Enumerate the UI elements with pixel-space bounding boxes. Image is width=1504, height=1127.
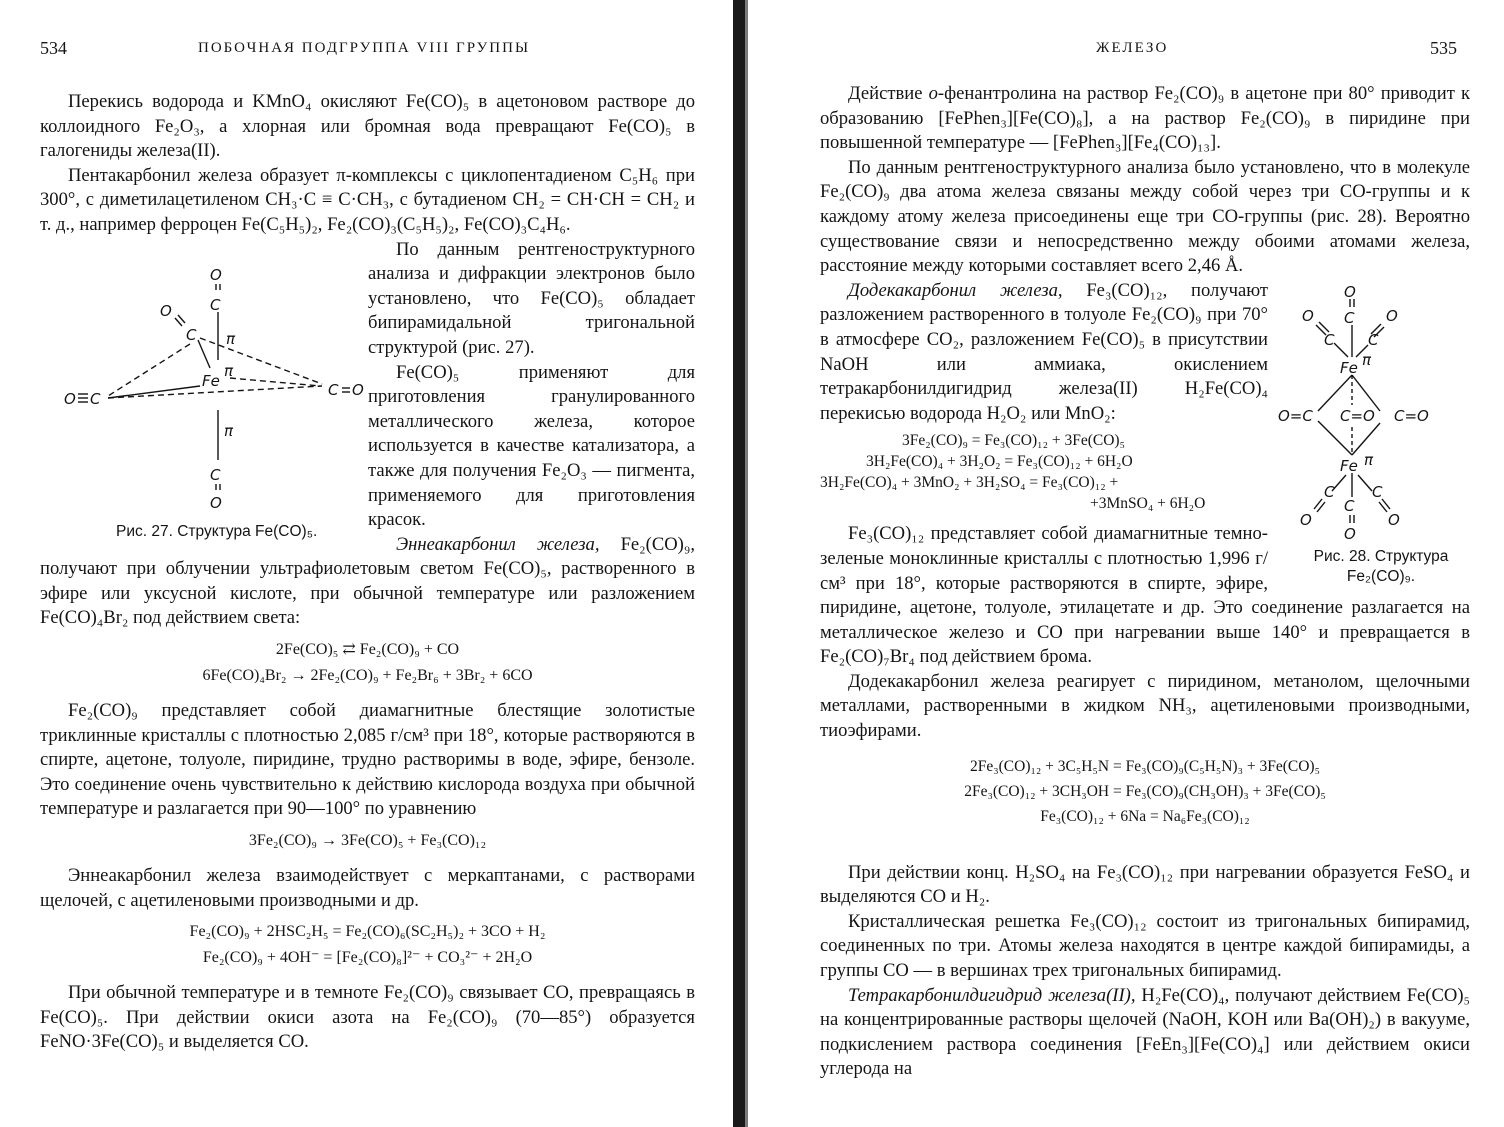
right-body xyxy=(820,82,1470,1082)
paragraph-text: H₂Fe(CO)₄, получают действием Fe(CO)₅ на концентрированные растворы щелочей (NaOH, KOH или Ba(OH)₂) в вакууме, подкислением раствора соединения [FeEn₃][Fe(CO)₄] или действием окиси углерода на xyxy=(820,984,1470,1080)
book-gutter-edge xyxy=(745,0,748,1127)
paragraph: Пентакарбонил железа образует π-комплексы с циклопентадиеном C₅H₆ при 300°, с диметилацетиленом CH₃·C ≡ C·CH₃, с бутадиеном CH₂ = CH·CH = CH₂ и т. д., например ферроцен Fe(C₅H₅)₂, Fe₂(CO)₃(C₅H₅)₂, Fe(CO)₃C₄H₆. xyxy=(40,164,695,235)
label-c-bottom: C xyxy=(210,465,221,484)
page-number: 534 xyxy=(40,38,67,58)
label-pi-bottom: π xyxy=(224,421,234,440)
label-c-top: C xyxy=(210,295,221,314)
paragraph: Fe₂(CO)₉ представляет собой диамагнитные блестящие золотистые триклинные кристаллы с плотностью 2,085 г/см³ при 18°, которые растворяются в спирте, ацетоне, толуоле, пиридине, трудно растворимы в воде, эфире, бензоле. Это соединение очень чувствительно к действию кислорода воздуха при обычной температуре и разлагается при 90—100° по уравнению xyxy=(40,700,695,820)
label-c-bottom-right: C xyxy=(1372,482,1383,501)
label-c-bottom-left: C xyxy=(1324,482,1335,501)
equation: 2Fe(CO)₅ ⇄ Fe₂(CO)₉ + CO xyxy=(275,641,460,659)
paragraph: По данным рентгеноструктурного анализа и дифракции электронов было установлено, что Fe(CO)₅ обладает бипирамидальной тригональной структурой (рис. 27). xyxy=(368,238,695,358)
label-c-left: C xyxy=(90,389,101,408)
label-fe-bottom: Fe xyxy=(1340,456,1358,475)
label-o-bottom-left: O xyxy=(1300,510,1312,529)
italic-term: Додекакарбонил железа, xyxy=(848,279,1063,301)
equation: 3H₂Fe(CO)₄ + 3H₂O₂ = Fe₃(CO)₁₂ + 6H₂O xyxy=(866,453,1133,471)
equation-block xyxy=(820,754,1470,829)
italic-prefix: о xyxy=(928,83,938,104)
equation: +3MnSO₄ + 6H₂O xyxy=(1090,495,1206,513)
figure-27 xyxy=(50,240,364,544)
label-o-top-left: O xyxy=(1302,306,1314,325)
paragraph-text: Действие xyxy=(848,83,929,104)
paragraph: При действии конц. H₂SO₄ на Fe₃(CO)₁₂ при нагревании образуется FeSO₄ и выделяются CO и H₂. xyxy=(820,861,1470,908)
label-o-bottom-center: O xyxy=(1344,524,1356,543)
running-head: ПОБОЧНАЯ ПОДГРУППА VIII ГРУППЫ xyxy=(198,40,531,56)
running-head: ЖЕЛЕЗО xyxy=(1096,40,1169,56)
equation: Fe₃(CO)₁₂ + 6Na = Na₆Fe₃(CO)₁₂ xyxy=(1040,807,1250,825)
paragraph: Кристаллическая решетка Fe₃(CO)₁₂ состоит из тригональных бипирамид, соединенных по три. Атомы железа находятся в центре каждой бипирамиды, а группы CO — в вершинах трех тригональных бипирамид. xyxy=(820,910,1470,982)
paragraph xyxy=(40,533,695,631)
label-co-middle: C=O xyxy=(1340,406,1375,425)
label-c-right: C xyxy=(328,380,339,399)
label-pi-top: π xyxy=(226,329,236,348)
figure-27-caption: Рис. 27. Структура Fe(CO)₅. xyxy=(116,522,318,540)
label-c-top-left: C xyxy=(1324,330,1335,349)
paragraph: По данным рентгеноструктурного анализа было установлено, что в молекуле Fe₂(CO)₉ два атома железа связаны между собой через три CO-группы и к каждому атому железа присоединены еще три CO-группы (рис. 28). Вероятно существование связи и непосредственно между обоими атомами железа, расстояние между которыми составляет всего 2,46 Å. xyxy=(820,156,1470,277)
paragraph: Fe₃(CO)₁₂ представляет собой диамагнитные темно-зеленые моноклинные кристаллы с плотностью 1,996 г/см³ при 18°, которые растворяются в спирте, эфире, пиридине, ацетоне, толуоле, этилацетате и др. Это соединение разлагается на металлическое железо и CO при нагревании выше 140° и превращается в Fe₂(CO)₇Br₄ под действием брома. xyxy=(820,523,1470,668)
label-c-top-center: C xyxy=(1344,308,1355,327)
label-c-bottom-center: C xyxy=(1344,496,1355,515)
italic-term: Эннеакарбонил железа, xyxy=(396,533,600,555)
paragraph-text: Fe₃(CO)₁₂, получают разложением растворенного в толуоле Fe₂(CO)₉ при 70° в атмосфере CO₂, разложением Fe(CO)₅ в присутствии NaOH или аммиака, окислением тетракарбонилдигидрид железа(II) H₂Fe(CO)₄ перекисью водорода H₂O₂ или MnO₂: xyxy=(820,279,1268,424)
paragraph xyxy=(820,82,1470,156)
fe-co5-structure-diagram xyxy=(50,240,364,520)
label-c-upper-left: C xyxy=(186,325,197,344)
equation: 3Fe₂(CO)₉ → 3Fe(CO)₅ + Fe₃(CO)₁₂ xyxy=(248,832,487,850)
equation-block xyxy=(40,919,695,971)
label-o-bottom-right: O xyxy=(1388,510,1400,529)
fe2-co9-structure-diagram xyxy=(1278,282,1478,547)
paragraph-text: -фенантролина на раствор Fe₂(CO)₉ в ацетоне при 80° приводит к образованию [FePhen₃][Fe(CO)₈], а на раствор Fe₂(CO)₉ в пиридине при повышенной температуре — [FePhen₃][Fe₄(CO)₁₃]. xyxy=(820,83,1471,154)
equation: 3Fe₂(CO)₉ = Fe₃(CO)₁₂ + 3Fe(CO)₅ xyxy=(902,432,1125,450)
equation: 3H₂Fe(CO)₄ + 3MnO₂ + 3H₂SO₄ = Fe₃(CO)₁₂ + xyxy=(820,474,1119,492)
label-o-top-center: O xyxy=(1344,282,1356,301)
right-page xyxy=(750,0,1504,1127)
paragraph xyxy=(820,984,1470,1082)
label-pi-top: π xyxy=(1362,350,1372,369)
equation: 2Fe₃(CO)₁₂ + 3CH₃OH = Fe₃(CO)₉(CH₃OH)₃ + 3Fe(CO)₅ xyxy=(964,782,1326,800)
page-number: 535 xyxy=(1430,38,1457,58)
label-o-top-right: O xyxy=(1386,306,1398,325)
label-pi-bottom: π xyxy=(1364,450,1374,469)
label-c-top-right: C xyxy=(1368,330,1379,349)
label-fe-top: Fe xyxy=(1340,358,1358,377)
paragraph-text: Fe₂(CO)₉, получают при облучении ультрафиолетовым светом Fe(CO)₅, растворенного в эфире или уксусной кислоте, при обычной температуре или разложением Fe(CO)₄Br₂ под действием света: xyxy=(40,533,695,629)
figure-28-caption: Рис. 28. Структура Fe₂(CO)₉. xyxy=(1313,547,1449,585)
equation: Fe₂(CO)₉ + 2HSC₂H₅ = Fe₂(CO)₆(SC₂H₅)₂ + 3CO + H₂ xyxy=(189,923,546,941)
label-o-left: O xyxy=(64,389,76,408)
equation-block xyxy=(40,637,695,689)
label-o-upper-left: O xyxy=(160,301,172,320)
equation: 2Fe₃(CO)₁₂ + 3C₅H₅N = Fe₃(CO)₉(C₅H₅N)₃ + 3Fe(CO)₅ xyxy=(969,757,1320,775)
label-o-right: O xyxy=(352,380,364,399)
paragraph: При обычной температуре и в темноте Fe₂(CO)₉ связывает CO, превращаясь в Fe(CO)₅. При действии окиси азота на Fe₂(CO)₉ (70—85°) образуется FeNO·3Fe(CO)₅ и выделяется CO. xyxy=(40,982,695,1053)
paragraph: Эннеакарбонил железа взаимодействует с меркаптанами, с растворами щелочей, с ацетиленовыми производными и др. xyxy=(40,865,695,911)
equation-block xyxy=(40,828,695,854)
label-pi-mid: π xyxy=(224,361,234,380)
label-co-right: C=O xyxy=(1394,406,1429,425)
paragraph: Fe(CO)₅ применяют для приготовления гранулированного металлического железа, которое используется в качестве катализатора, а также для получения Fe₂O₃ — пигмента, применяемого для приготовления красок. xyxy=(368,361,695,531)
paragraph: Додекакарбонил железа реагирует с пиридином, метанолом, щелочными металлами, растворенными в жидком NH₃, ацетиленовыми производными, тиоэфирами. xyxy=(820,670,1470,742)
figure-28 xyxy=(1278,282,1478,591)
equation: Fe₂(CO)₉ + 4OH⁻ = [Fe₂(CO)₈]²⁻ + CO₃²⁻ + 2H₂O xyxy=(202,949,533,967)
left-body xyxy=(40,90,695,1055)
label-o-bottom: O xyxy=(210,493,222,512)
label-oc-left: O=C xyxy=(1278,406,1313,425)
book-gutter xyxy=(733,0,745,1127)
left-page xyxy=(0,0,728,1127)
paragraph: Перекись водорода и KMnO₄ окисляют Fe(CO)₅ в ацетоновом растворе до коллоидного Fe₂O₃, а хлорная или бромная вода превращают Fe(CO)₅ в галогениды железа(II). xyxy=(40,91,695,162)
label-o-top: O xyxy=(210,265,222,284)
italic-term: Тетракарбонилдигидрид железа(II), xyxy=(848,984,1136,1006)
label-fe: Fe xyxy=(202,371,220,390)
equation: 6Fe(CO)₄Br₂ → 2Fe₂(CO)₉ + Fe₂Br₆ + 3Br₂ + 6CO xyxy=(202,667,533,685)
